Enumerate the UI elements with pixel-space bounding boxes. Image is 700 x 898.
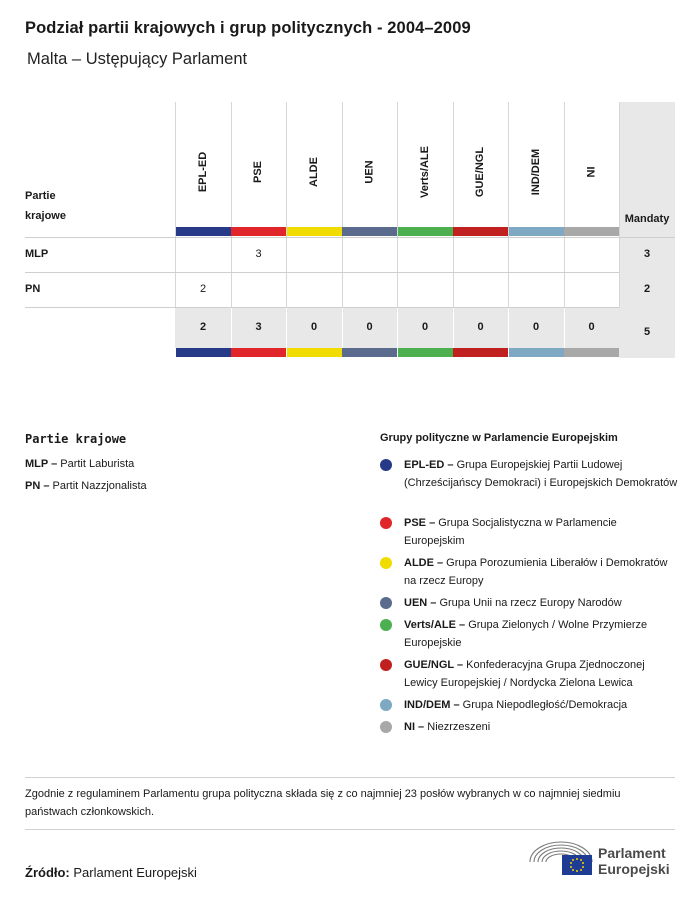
group-description xyxy=(404,554,680,590)
group-header xyxy=(175,122,231,222)
group-description xyxy=(404,696,680,714)
national-parties-legend-title: Partie krajowe xyxy=(25,432,127,446)
row-header-label xyxy=(25,186,66,226)
group-header xyxy=(397,122,453,222)
political-group-legend-item xyxy=(380,514,680,550)
party-name: Partit Laburista xyxy=(57,458,135,470)
group-color-bar-bottom xyxy=(287,348,342,357)
group-color-bar-bottom xyxy=(342,348,397,357)
mandaty-column-background xyxy=(619,102,675,358)
group-color-bar-bottom xyxy=(176,348,231,357)
party-name: Partit Nazzjonalista xyxy=(49,480,147,492)
page-title: Podział partii krajowych i grup politycznych - 2004–2009 xyxy=(25,19,471,37)
group-abbr: ALDE – xyxy=(404,557,444,569)
group-color-dot-icon xyxy=(380,699,392,711)
group-header xyxy=(231,122,287,222)
logo-line-1: Parlament xyxy=(598,845,666,861)
separator-top xyxy=(25,777,675,778)
national-party-legend-item xyxy=(25,458,134,470)
group-color-dot-icon xyxy=(380,517,392,529)
group-color-dot-icon xyxy=(380,459,392,471)
group-header-label: NI xyxy=(585,166,598,178)
group-color-dot-icon xyxy=(380,659,392,671)
group-color-bar xyxy=(176,227,231,236)
political-group-legend-item xyxy=(380,616,680,652)
political-group-legend-item xyxy=(380,656,680,692)
group-total-cell: 0 xyxy=(310,321,318,333)
group-header-label: GUE/NGL xyxy=(474,146,487,198)
group-name: Konfederacyjna Grupa Zjednoczonej Lewicy Europejskiej / Nordycka Zielona Lewica xyxy=(404,659,645,689)
group-color-bar-bottom xyxy=(231,348,286,357)
group-header-label: IND/DEM xyxy=(529,148,542,196)
group-abbr: EPL-ED – xyxy=(404,459,454,471)
party-total-cell: 2 xyxy=(643,283,651,295)
row-header-line-2: krajowe xyxy=(25,210,66,222)
group-color-bar-bottom xyxy=(564,348,619,357)
group-header-label: UEN xyxy=(363,160,376,184)
source-line xyxy=(25,865,197,880)
group-description xyxy=(404,456,680,492)
group-color-bar xyxy=(342,227,397,236)
group-header-label: EPL-ED xyxy=(197,151,209,193)
group-header xyxy=(564,122,620,222)
party-row-label: PN xyxy=(25,283,41,295)
source-value: Parlament Europejski xyxy=(69,865,197,880)
separator-bottom xyxy=(25,829,675,830)
group-description xyxy=(404,594,680,612)
group-abbr: Verts/ALE – xyxy=(404,619,466,631)
group-header xyxy=(342,122,398,222)
group-color-bar xyxy=(564,227,619,236)
political-group-legend-item xyxy=(380,594,680,612)
party-total-cell: 3 xyxy=(643,248,651,260)
group-header xyxy=(453,122,509,222)
seat-cell: 3 xyxy=(255,248,262,260)
group-total-cell: 2 xyxy=(199,321,207,333)
group-total-cell: 0 xyxy=(421,321,429,333)
group-color-dot-icon xyxy=(380,619,392,631)
political-group-legend-item xyxy=(380,554,680,590)
distribution-table xyxy=(25,102,675,358)
party-row-label: MLP xyxy=(25,248,49,260)
row-header-line-1: Partie xyxy=(25,190,56,202)
political-group-legend-item xyxy=(380,718,680,736)
group-abbr: UEN – xyxy=(404,597,437,609)
logo-line-2: Europejski xyxy=(598,861,670,877)
political-group-legend-item xyxy=(380,456,680,492)
group-description xyxy=(404,656,680,692)
group-total-cell: 3 xyxy=(255,321,262,333)
group-total-cell: 0 xyxy=(477,321,484,333)
group-total-cell: 0 xyxy=(588,321,595,333)
group-name: Grupa Zielonych / Wolne Przymierze Europejskie xyxy=(404,619,648,649)
group-color-dot-icon xyxy=(380,721,392,733)
group-header-label: ALDE xyxy=(307,157,320,187)
seat-cell: 2 xyxy=(199,283,207,295)
group-color-dot-icon xyxy=(380,557,392,569)
political-groups-legend-title: Grupy polityczne w Parlamencie Europejskim xyxy=(380,432,618,444)
group-abbr: GUE/NGL – xyxy=(404,659,464,671)
source-label: Źródło: xyxy=(25,865,70,880)
mandaty-header: Mandaty xyxy=(624,213,670,225)
group-color-bar-bottom xyxy=(398,348,453,357)
group-header-label: PSE xyxy=(252,160,265,184)
footnote: Zgodnie z regulaminem Parlamentu grupa polityczna składa się z co najmniej 23 posłów wybranych w co najmniej siedmiu państwach członkowskich. xyxy=(25,788,621,818)
european-parliament-logo xyxy=(528,838,678,880)
group-name: Grupa Socjalistyczna w Parlamencie Europejskim xyxy=(404,517,617,547)
page-subtitle: Malta – Ustępujący Parlament xyxy=(27,50,248,68)
group-name: Grupa Niepodległość/Demokracja xyxy=(459,699,628,711)
group-color-bar-bottom xyxy=(453,348,508,357)
group-color-bar xyxy=(231,227,286,236)
grid-hline xyxy=(25,237,675,238)
party-abbr: MLP – xyxy=(25,458,58,470)
group-abbr: IND/DEM – xyxy=(404,699,460,711)
group-color-bar xyxy=(287,227,342,236)
group-name: Grupa Porozumienia Liberałów i Demokratów na rzecz Europy xyxy=(404,557,668,587)
group-name: Grupa Unii na rzecz Europy Narodów xyxy=(436,597,622,609)
group-total-cell: 0 xyxy=(532,321,540,333)
group-color-bar xyxy=(509,227,564,236)
group-name: Grupa Europejskiej Partii Ludowej (Chrześcijańscy Demokraci) i Europejskich Demokratów xyxy=(404,459,678,489)
political-group-legend-item xyxy=(380,696,680,714)
group-header xyxy=(286,122,342,222)
group-abbr: NI – xyxy=(404,721,425,733)
group-abbr: PSE – xyxy=(404,517,436,529)
logo-text xyxy=(598,845,670,877)
group-total-cell: 0 xyxy=(366,321,373,333)
group-description xyxy=(404,616,680,652)
group-color-dot-icon xyxy=(380,597,392,609)
group-description xyxy=(404,514,680,550)
grid-hline xyxy=(25,307,619,308)
group-color-bar-bottom xyxy=(509,348,564,357)
party-abbr: PN – xyxy=(25,480,50,492)
grand-total-cell: 5 xyxy=(643,326,651,338)
group-description xyxy=(404,718,680,736)
national-party-legend-item xyxy=(25,480,147,492)
parliament-hemicycle-icon xyxy=(528,838,594,878)
group-header-label: Verts/ALE xyxy=(419,146,431,198)
group-name: Niezrzeszeni xyxy=(424,721,491,733)
group-header xyxy=(508,122,564,222)
grid-hline xyxy=(25,272,619,273)
group-color-bar xyxy=(453,227,508,236)
group-color-bar xyxy=(398,227,453,236)
